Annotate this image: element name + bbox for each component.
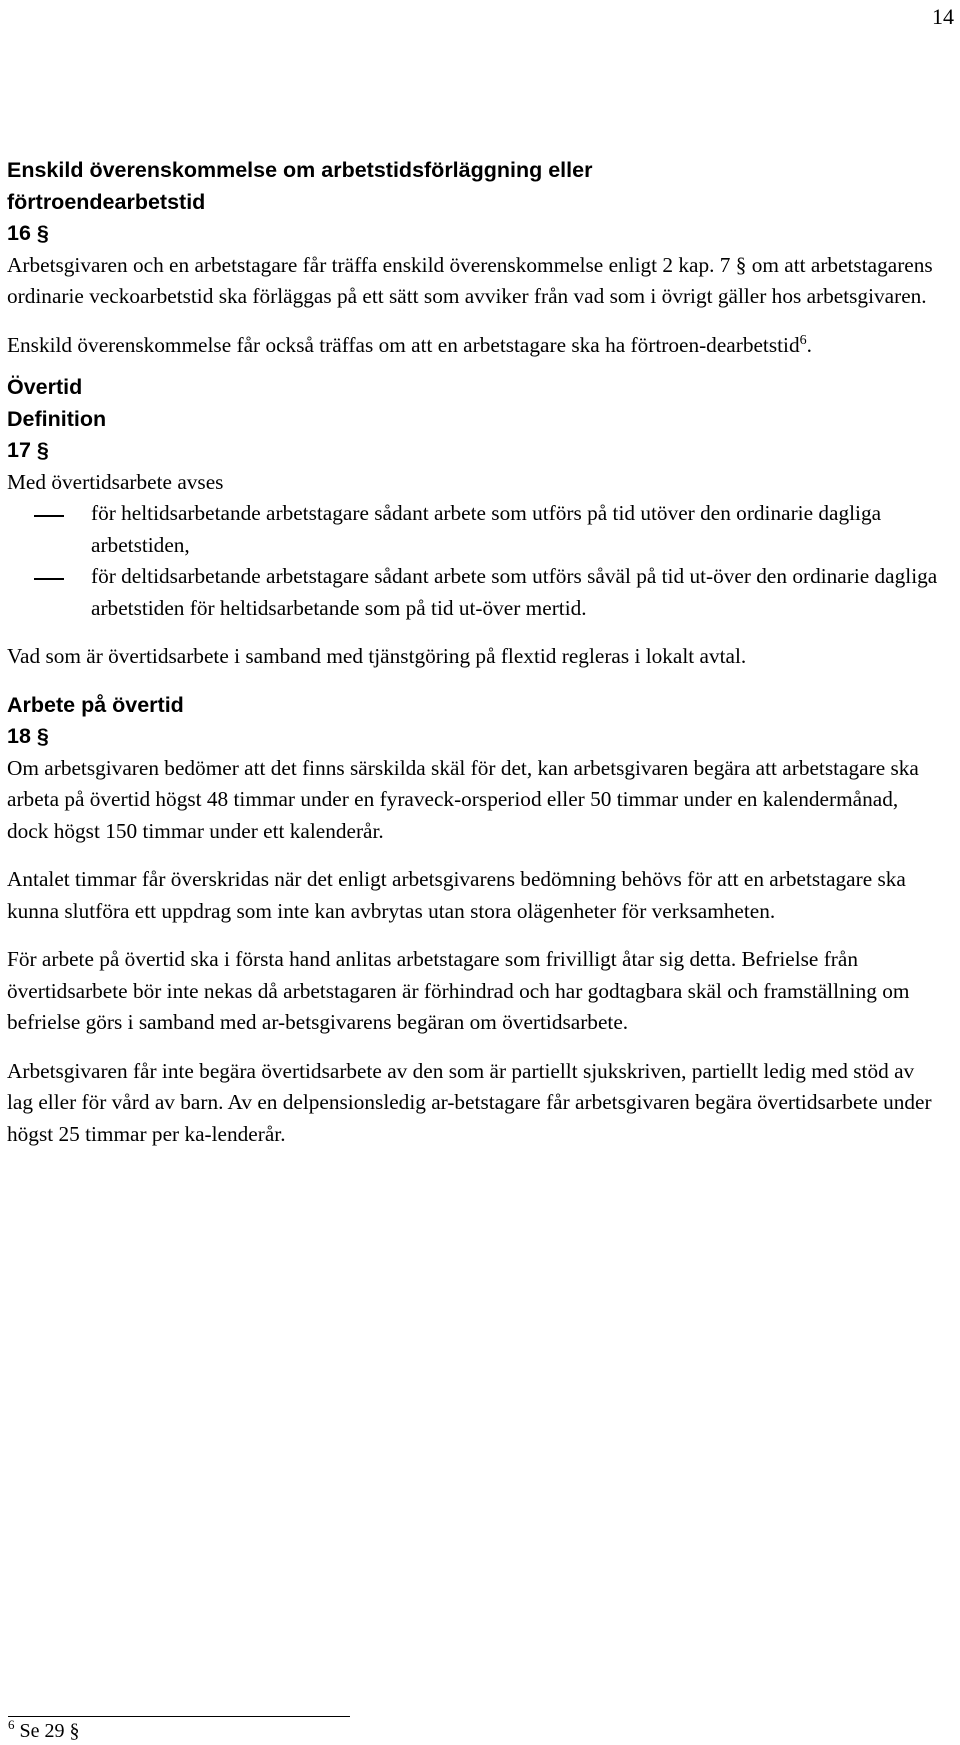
section16-paragraph-2-text: Enskild överenskommelse får också träffas om att en arbetstagare ska ha förtroen-dearbetstid [7, 332, 800, 357]
footnote-text: Se 29 § [19, 1720, 80, 1742]
heading-arbete-pa-overtid: Arbete på övertid [7, 692, 184, 717]
heading-section16-line1: Enskild överenskommelse om arbetstidsförläggning eller [7, 158, 593, 182]
section18-paragraph-4: Arbetsgivaren får inte begära övertidsarbete av den som är partiellt sjukskriven, partiellt ledig med stöd av lag eller för vård av barn. Av en delpensionsledig ar-betstagare får arbetsgivaren begära övertidsarbete under högst 25 timmar per ka-lenderår. [7, 1058, 932, 1146]
footnote [8, 1718, 80, 1744]
section18-paragraph-1: Om arbetsgivaren bedömer att det finns särskilda skäl för det, kan arbetsgivaren begära att arbetstagare ska arbeta på övertid högst 48 timmar under en fyraveck-orsperiod eller 50 timmar under en kalendermånad, dock högst 150 timmar under ett kalenderår. [7, 755, 919, 843]
list-item: för deltidsarbetande arbetstagare sådant arbete som utförs såväl på tid ut-över den ordinarie dagliga arbetstiden för heltidsarbetande som på tid ut-över mertid. [7, 561, 943, 624]
section17-paragraph-1: Vad som är övertidsarbete i samband med tjänstgöring på flextid regleras i lokalt avtal. [7, 644, 747, 668]
section16-paragraph-2 [7, 330, 943, 362]
definition-list [7, 498, 943, 624]
section16-paragraph-1: Arbetsgivaren och en arbetstagare får träffa enskild överenskommelse enligt 2 kap. 7 § om att arbetstagarens ordinarie veckoarbetstid ska förläggas på ett sätt som avviker från vad som i övrigt gäller hos arbetsgivaren. [7, 252, 933, 308]
page-content [7, 155, 943, 1150]
paragraph-number-18: 18 § [7, 724, 49, 748]
footnote-divider [8, 1716, 350, 1717]
paragraph-number-17: 17 § [7, 438, 49, 462]
footnote-marker: 6 [8, 1717, 15, 1733]
heading-overtid: Övertid [7, 375, 83, 399]
list-item: för heltidsarbetande arbetstagare sådant arbete som utförs på tid utöver den ordinarie dagliga arbetstiden, [7, 498, 943, 561]
section18-paragraph-3: För arbete på övertid ska i första hand anlitas arbetstagare som frivilligt åtar sig detta. Befrielse från övertidsarbete bör inte nekas då arbetstagaren är förhindrad och har godtagbara skäl och framställning om befrielse görs i samband med ar-betsgivarens begäran om övertidsarbete. [7, 947, 910, 1034]
page-number: 14 [932, 4, 954, 29]
section17-intro: Med övertidsarbete avses [7, 469, 224, 494]
heading-section16-line2: förtroendearbetstid [7, 189, 206, 214]
paragraph-number-16: 16 § [7, 221, 49, 245]
footnote-reference: 6 [799, 332, 807, 348]
section16-paragraph-2-end: . [806, 332, 812, 357]
subheading-definition: Definition [7, 406, 107, 431]
section18-paragraph-2: Antalet timmar får överskridas när det enligt arbetsgivarens bedömning behövs för att en arbetstagare ska kunna slutföra ett uppdrag som inte kan avbrytas utan stora olägenheter för verksamheten. [7, 867, 906, 923]
